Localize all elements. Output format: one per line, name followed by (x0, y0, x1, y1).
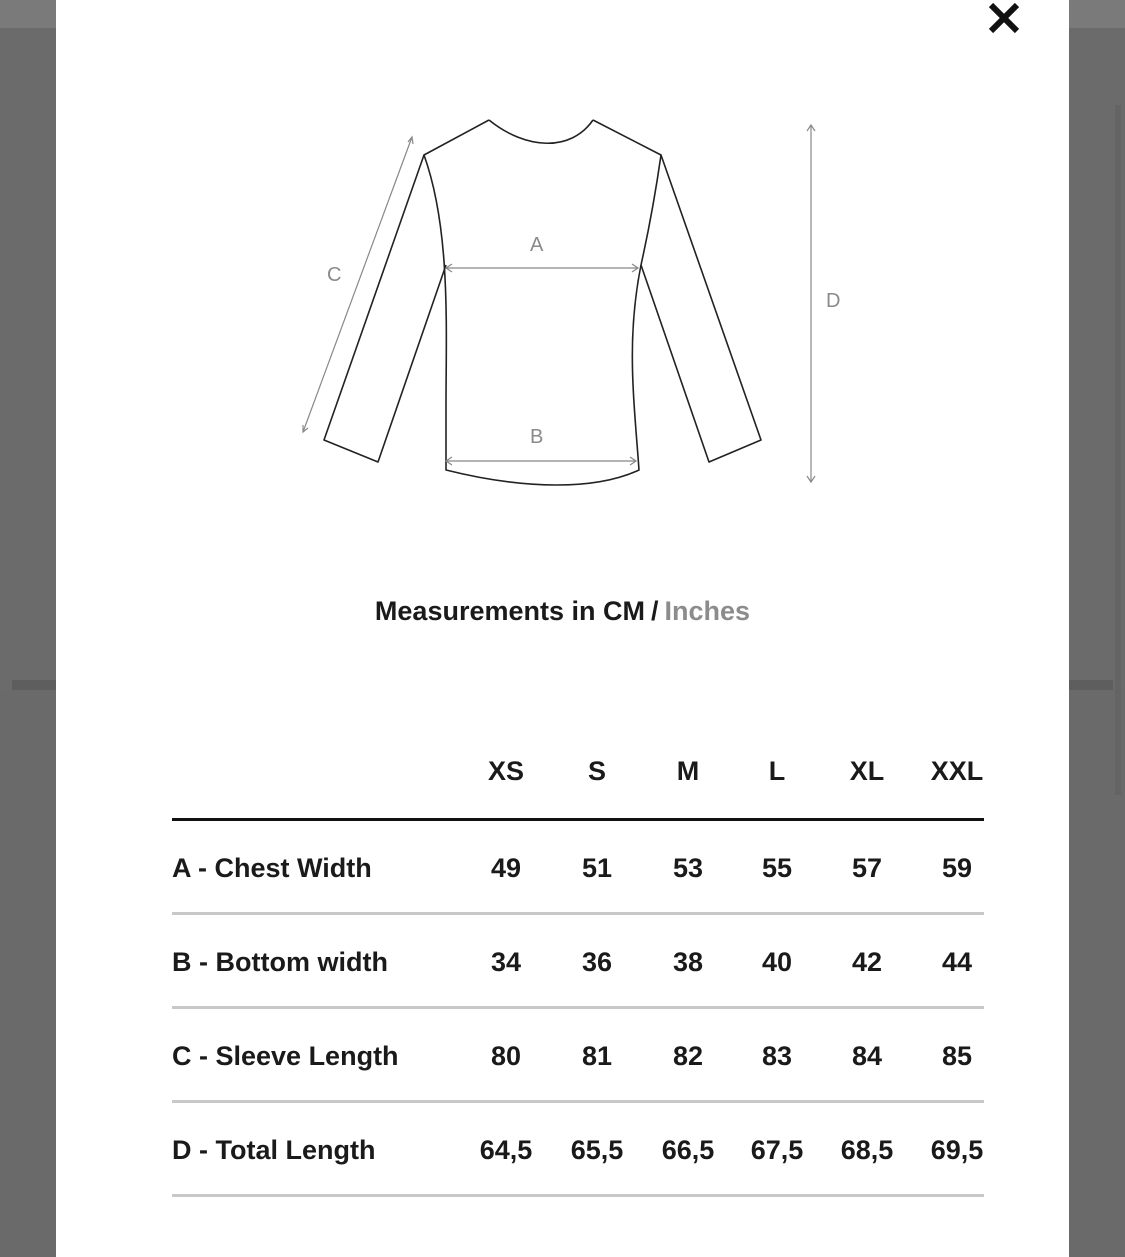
table-cell: 36 (581, 947, 613, 977)
table-cell: 65,5 (570, 1135, 624, 1165)
table-cell: 40 (761, 947, 793, 977)
diagram-label-c: C (327, 264, 342, 286)
table-cell: 38 (672, 947, 704, 977)
table-cell: 42 (851, 947, 883, 977)
garment-diagram (56, 0, 1069, 560)
units-inches[interactable]: Inches (664, 596, 751, 626)
table-cell: 44 (941, 947, 973, 977)
sweater-outline (56, 0, 1069, 560)
size-header-m: M (676, 756, 700, 786)
table-cell: 66,5 (661, 1135, 715, 1165)
table-cell: 34 (490, 947, 522, 977)
units-toggle (56, 596, 1069, 627)
backdrop-scrollbar (1115, 105, 1121, 795)
table-row-sleeve (172, 1009, 984, 1103)
table-cell: 51 (581, 853, 613, 883)
table-cell: 57 (851, 853, 883, 883)
backdrop-lower-left (0, 690, 56, 1257)
table-cell: 59 (941, 853, 973, 883)
units-cm[interactable]: Measurements in CM (374, 596, 645, 626)
diagram-label-b: B (530, 426, 544, 448)
row-label: C - Sleeve Length (172, 1041, 399, 1071)
size-header-s: S (587, 756, 606, 786)
backdrop-edge-left (12, 680, 56, 690)
table-cell: 83 (761, 1041, 793, 1071)
size-header-xl: XL (849, 756, 885, 786)
table-cell: 80 (490, 1041, 522, 1071)
size-header-xxl: XXL (930, 756, 984, 786)
size-table-header (172, 742, 984, 821)
table-cell: 69,5 (930, 1135, 984, 1165)
table-cell: 67,5 (750, 1135, 804, 1165)
table-cell: 64,5 (479, 1135, 533, 1165)
diagram-label-d: D (826, 290, 841, 312)
table-row-chest (172, 821, 984, 915)
size-header-xs: XS (487, 756, 525, 786)
size-table (172, 742, 984, 1197)
table-cell: 84 (851, 1041, 883, 1071)
table-row-length (172, 1103, 984, 1197)
table-cell: 82 (672, 1041, 704, 1071)
backdrop-left (0, 0, 56, 28)
table-cell: 55 (761, 853, 793, 883)
table-row-bottom (172, 915, 984, 1009)
diagram-label-a: A (530, 234, 544, 256)
size-guide-modal (56, 0, 1069, 1257)
table-cell: 49 (490, 853, 522, 883)
row-label: B - Bottom width (172, 947, 388, 977)
row-label: D - Total Length (172, 1135, 376, 1165)
backdrop-right (1069, 0, 1125, 28)
table-cell: 68,5 (840, 1135, 894, 1165)
size-header-l: L (768, 756, 786, 786)
table-cell: 53 (672, 853, 704, 883)
units-separator: / (651, 596, 659, 626)
table-cell: 85 (941, 1041, 973, 1071)
backdrop-edge-right (1069, 680, 1113, 690)
table-cell: 81 (581, 1041, 613, 1071)
row-label: A - Chest Width (172, 853, 372, 883)
